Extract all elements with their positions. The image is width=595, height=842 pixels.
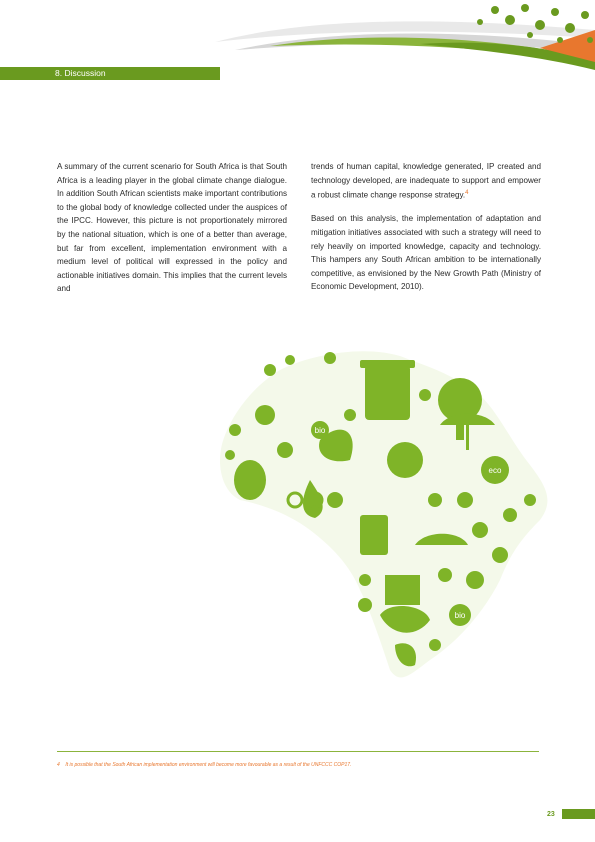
footnote-text: It is possible that the South African implementation environment will become more favourable as a result of the UNFCCC COP17.: [65, 762, 352, 768]
right-paragraph-1: [311, 160, 541, 202]
footnote-divider: [57, 751, 539, 752]
right-paragraph-2: Based on this analysis, the implementation of adaptation and mitigation initiatives associated with such a strategy will need to rely heavily on imported knowledge, capacity and technology. This hampers any South African ambition to be internationally competitive, as envisioned by the New Growth Path (Ministry of Economic Development, 2010).: [311, 214, 541, 292]
left-text-column: [57, 160, 287, 306]
right-paragraph-1-text: trends of human capital, knowledge generated, IP created and technology developed, are inadequate to support and empower a robust climate change response strategy.: [311, 162, 541, 200]
footnote: [57, 762, 351, 768]
africa-eco-icons-illustration: [210, 340, 570, 700]
bio-label-2: bio: [454, 611, 466, 620]
footnote-reference[interactable]: 4: [465, 190, 469, 197]
page-number-bar: [562, 809, 595, 819]
section-label: 8. Discussion: [55, 68, 106, 78]
section-header-bar: [0, 67, 220, 80]
right-text-column: [311, 160, 541, 304]
eco-label: eco: [488, 466, 502, 475]
footnote-number: 4: [57, 762, 60, 768]
page-number: 23: [547, 811, 555, 818]
header-swoosh-graphic: [0, 0, 595, 100]
bio-label-1: bio: [314, 426, 326, 435]
left-paragraph: A summary of the current scenario for South Africa is that South Africa is a leading player in the global climate change dialogue. In addition South African scientists make important contributions to the global body of knowledge collected under the auspices of the IPCC. However, this picture is not proportionately mirrored by the national situation, which is one of a better than average, but far from excellent, implementation environment with a medium level of political will expressed in the policy and actionable initiatives domain. This implies that the current levels and: [57, 162, 287, 294]
